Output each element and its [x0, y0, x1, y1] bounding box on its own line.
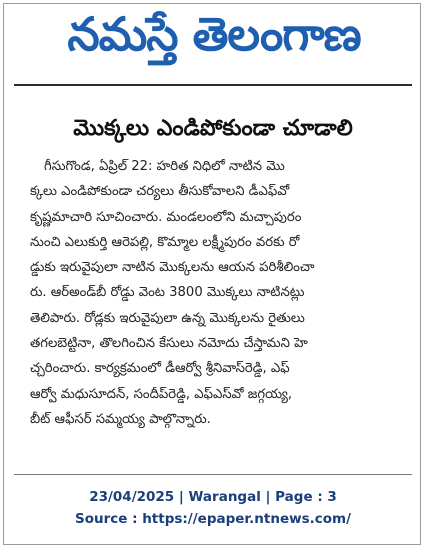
article-line: చ్చరించారు. కార్యక్రమంలో డీఆర్వో శ్రీనివాస్‌రెడ్డి, ఎఫ్ [30, 361, 290, 377]
article-line: తగలబెట్టినా, తొలగించిన కేసులు నమోదు చేస్తామని హె [30, 336, 308, 352]
article-headline: మొక్కలు ఎండిపోకుండా చూడాలి [73, 116, 353, 141]
article-line: నుంచి ఎలుకుర్తి ఆరెపల్లి, కొమ్మాల లక్ష్మీపురం వరకు రో [30, 234, 300, 250]
article-line: ఆర్వో మధుసూదన్, సందీప్‌రెడ్డి, ఎఫ్ఎస్‌వో జగ్గయ్య, [30, 386, 293, 402]
footer-divider [14, 474, 412, 475]
article-line: తెలిపారు. రోడ్లకు ఇరువైపులా ఉన్న మొక్కలను రైతులు [30, 310, 305, 326]
publication-meta: 23/04/2025 | Warangal | Page : 3 [89, 489, 337, 505]
newspaper-masthead: నమస్తే తెలంగాణ [67, 8, 361, 61]
masthead-divider [14, 84, 412, 86]
article-line: డ్డుకు ఇరువైపులా నాటిన మొక్కలను ఆయన పరిశీలించా [30, 260, 315, 276]
article-line: బీట్ ఆఫీసర్ సమ్మయ్య పాల్గొన్నారు. [30, 411, 211, 427]
article-line: కృష్ణమాచారి సూచించారు. మండలంలోని మచ్చాపురం [30, 209, 302, 225]
source-link[interactable]: Source : https://epaper.ntnews.com/ [74, 511, 352, 527]
article-line: క్కలు ఎండిపోకుండా చర్యలు తీసుకోవాలని డీఎఫ్‌వో [30, 184, 290, 200]
clipping-footer [14, 486, 412, 530]
article-body [30, 154, 400, 432]
article-line: రు. ఆర్‌అండ్‌బీ రోడ్డు వెంట 3800 మొక్కలు నాటినట్లు [30, 285, 305, 301]
article-line: గీసుగొండ, ఏప్రిల్ 22: హరిత నిధిలో నాటిన మొ [44, 159, 285, 174]
